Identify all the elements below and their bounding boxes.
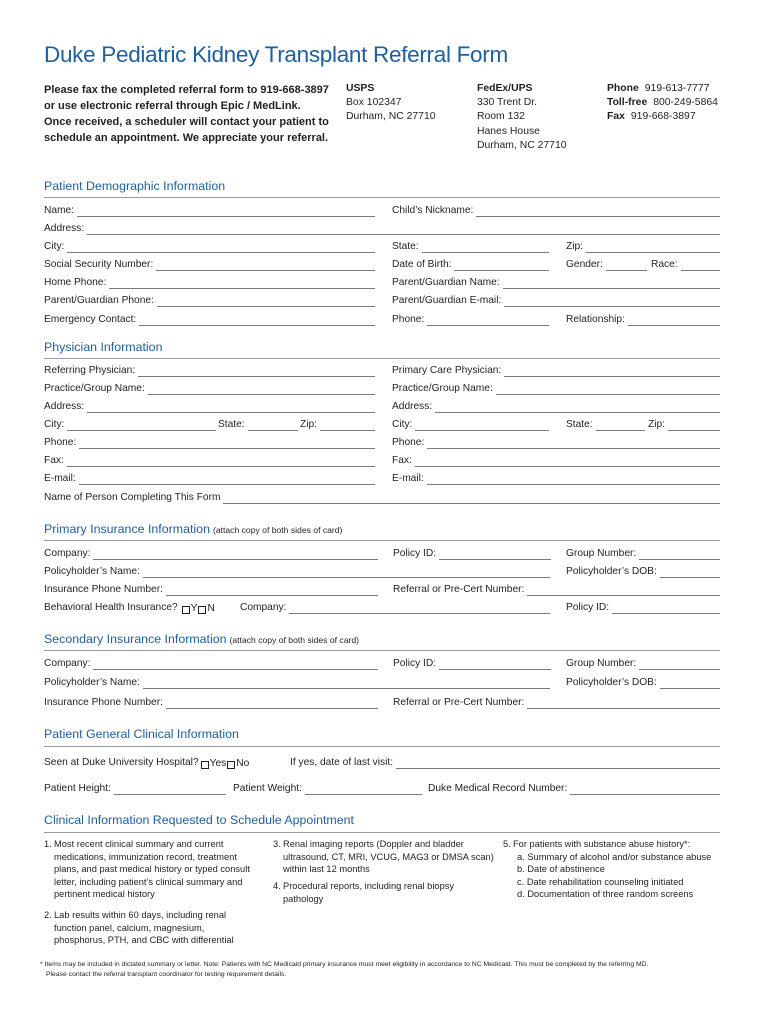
behavioral-yes-checkbox[interactable] — [182, 606, 190, 614]
pcp-practice-field[interactable]: Practice/Group Name: — [392, 382, 720, 395]
footnote — [40, 960, 730, 980]
race-field[interactable]: Race: — [651, 258, 720, 271]
pcp-address-field[interactable]: Address: — [392, 400, 720, 413]
requested-item-2: 2. Lab results within 60 days, including renal function panel, calcium, magnesium, phosphorus, PTH, and CBC with differential — [44, 910, 234, 946]
intro-instructions: Please fax the completed referral form to 919-668-3897 or use electronic referral through Epic / MedLink. Once received, a scheduler will contact your patient to schedule an appointment. We appreciate your referral. — [44, 84, 329, 144]
patient-height-field[interactable]: Patient Height: — [44, 782, 226, 795]
referring-phone-field[interactable]: Phone: — [44, 436, 375, 449]
primary-group-number-field[interactable]: Group Number: — [566, 547, 720, 560]
section-title-secondary-insurance — [44, 632, 359, 646]
behavioral-company-field[interactable]: Company: — [240, 601, 550, 614]
emergency-contact-field[interactable]: Emergency Contact: — [44, 313, 375, 326]
secondary-insurance-phone-field[interactable]: Insurance Phone Number: — [44, 696, 378, 709]
behavioral-health-question: Behavioral Health Insurance? Y N — [44, 602, 215, 614]
referring-zip-field[interactable]: Zip: — [300, 418, 375, 431]
requested-item-4: 4. Procedural reports, including renal biopsy pathology — [273, 881, 455, 904]
pcp-zip-field[interactable]: Zip: — [648, 418, 720, 431]
phone-label: Phone — [607, 83, 639, 94]
secondary-policy-id-field[interactable]: Policy ID: — [393, 657, 551, 670]
patient-weight-field[interactable]: Patient Weight: — [233, 782, 422, 795]
primary-company-field[interactable]: Company: — [44, 547, 378, 560]
referring-physician-field[interactable]: Referring Physician: — [44, 364, 375, 377]
name-field[interactable]: Name: — [44, 204, 375, 217]
phone-number: 919-613-7777 — [644, 83, 710, 94]
usps-heading: USPS — [346, 83, 375, 94]
referring-city-field[interactable]: City: — [44, 418, 216, 431]
requested-item-5: 5. For patients with substance abuse history*: a. Summary of alcohol and/or substance abuse b. Date of abstinence c. Date rehabilitation counseling initiated d. Documentation of three random screens — [503, 839, 712, 900]
guardian-email-field[interactable]: Parent/Guardian E-mail: — [392, 294, 720, 307]
footnote-line: * Items may be included in dictated summary or letter. Note: Patients with NC Medicaid primary insurance must meet eligibility in accordance to NC Medicaid. This must be completed by the referring MD. — [40, 961, 649, 968]
usps-address — [346, 82, 436, 125]
gender-field[interactable]: Gender: — [566, 258, 647, 271]
pcp-phone-field[interactable]: Phone: — [392, 436, 720, 449]
primary-policy-id-field[interactable]: Policy ID: — [393, 547, 551, 560]
fedex-line: Durham, NC 27710 — [477, 139, 567, 151]
secondary-precert-field[interactable]: Referral or Pre-Cert Number: — [393, 696, 720, 709]
fedex-line: Room 132 — [477, 111, 525, 123]
medical-record-number-field[interactable]: Duke Medical Record Number: — [428, 782, 720, 795]
usps-line: Box 102347 — [346, 97, 402, 109]
dob-field[interactable]: Date of Birth: — [392, 258, 549, 271]
secondary-insurance-note: (attach copy of both sides of card) — [229, 635, 359, 645]
footnote-line: Please contact the referral transplant coordinator for testing requirement details. — [46, 971, 287, 978]
behavioral-no-label: N — [207, 603, 215, 614]
section-divider — [44, 832, 720, 833]
behavioral-policy-id-field[interactable]: Policy ID: — [566, 601, 720, 614]
referring-fax-field[interactable]: Fax: — [44, 454, 375, 467]
section-divider — [44, 540, 720, 541]
section-title-demographic: Patient Demographic Information — [44, 179, 226, 193]
behavioral-yes-label: Y — [190, 603, 198, 614]
referring-practice-field[interactable]: Practice/Group Name: — [44, 382, 375, 395]
home-phone-field[interactable]: Home Phone: — [44, 276, 375, 289]
requested-item-1: 1. Most recent clinical summary and current medications, immunization record, treatment plans, and past medical history or typed consult letter, including patient’s clinical summary and pertinent medical history — [44, 839, 250, 900]
referring-email-field[interactable]: E-mail: — [44, 472, 375, 485]
pcp-city-field[interactable]: City: — [392, 418, 549, 431]
fedex-address — [477, 82, 567, 153]
referring-address-field[interactable]: Address: — [44, 400, 375, 413]
secondary-policyholder-name-field[interactable]: Policyholder’s Name: — [44, 676, 550, 689]
referring-state-field[interactable]: State: — [218, 418, 298, 431]
primary-policyholder-name-field[interactable]: Policyholder’s Name: — [44, 565, 550, 578]
tollfree-label: Toll-free — [607, 97, 648, 109]
seen-no-label: No — [236, 758, 250, 769]
section-title-clinical: Patient General Clinical Information — [44, 727, 239, 741]
fedex-heading: FedEx/UPS — [477, 83, 533, 94]
section-divider — [44, 358, 720, 359]
emergency-phone-field[interactable]: Phone: — [392, 313, 549, 326]
seen-yes-checkbox[interactable] — [201, 761, 209, 769]
seen-no-checkbox[interactable] — [227, 761, 235, 769]
section-divider — [44, 650, 720, 651]
seen-at-duke-question: Seen at Duke University Hospital? Yes No — [44, 757, 250, 769]
secondary-policyholder-dob-field[interactable]: Policyholder’s DOB: — [566, 676, 720, 689]
pcp-fax-field[interactable]: Fax: — [392, 454, 720, 467]
primary-care-physician-field[interactable]: Primary Care Physician: — [392, 364, 720, 377]
section-title-primary-insurance — [44, 522, 342, 536]
primary-insurance-note: (attach copy of both sides of card) — [212, 525, 343, 535]
address-field[interactable]: Address: — [44, 222, 720, 235]
guardian-name-field[interactable]: Parent/Guardian Name: — [392, 276, 720, 289]
pcp-email-field[interactable]: E-mail: — [392, 472, 720, 485]
seen-yes-label: Yes — [209, 758, 227, 769]
form-title: Duke Pediatric Kidney Transplant Referral Form — [44, 42, 508, 67]
secondary-group-number-field[interactable]: Group Number: — [566, 657, 720, 670]
relationship-field[interactable]: Relationship: — [566, 313, 720, 326]
state-field[interactable]: State: — [392, 240, 549, 253]
zip-field[interactable]: Zip: — [566, 240, 720, 253]
section-title-physician: Physician Information — [44, 340, 163, 354]
tollfree-number: 800-249-5864 — [653, 97, 718, 109]
last-visit-date-field[interactable]: If yes, date of last visit: — [290, 756, 720, 769]
ssn-field[interactable]: Social Security Number: — [44, 258, 375, 271]
guardian-phone-field[interactable]: Parent/Guardian Phone: — [44, 294, 375, 307]
nickname-field[interactable]: Child’s Nickname: — [392, 204, 720, 217]
fedex-line: 330 Trent Dr. — [477, 97, 538, 109]
behavioral-no-checkbox[interactable] — [198, 606, 206, 614]
secondary-insurance-title: Secondary Insurance Information — [44, 632, 227, 646]
city-field[interactable]: City: — [44, 240, 375, 253]
contact-block — [607, 82, 718, 125]
section-divider — [44, 746, 720, 747]
section-divider — [44, 197, 720, 198]
person-completing-field[interactable]: Name of Person Completing This Form — [44, 491, 720, 504]
pcp-state-field[interactable]: State: — [566, 418, 645, 431]
usps-line: Durham, NC 27710 — [346, 111, 436, 123]
primary-precert-field[interactable]: Referral or Pre-Cert Number: — [393, 583, 720, 596]
section-title-requested: Clinical Information Requested to Schedule Appointment — [44, 813, 354, 827]
primary-insurance-phone-field[interactable]: Insurance Phone Number: — [44, 583, 378, 596]
requested-item-3: 3. Renal imaging reports (Doppler and bladder ultrasound, CT, MRI, VCUG, MAG3 or DMSA scan) within last 12 months — [273, 839, 494, 875]
primary-insurance-title: Primary Insurance Information — [44, 522, 210, 536]
fax-number: 919-668-3897 — [630, 111, 696, 123]
fedex-line: Hanes House — [477, 125, 540, 137]
fax-label: Fax — [607, 111, 625, 123]
primary-policyholder-dob-field[interactable]: Policyholder’s DOB: — [566, 565, 720, 578]
secondary-company-field[interactable]: Company: — [44, 657, 378, 670]
